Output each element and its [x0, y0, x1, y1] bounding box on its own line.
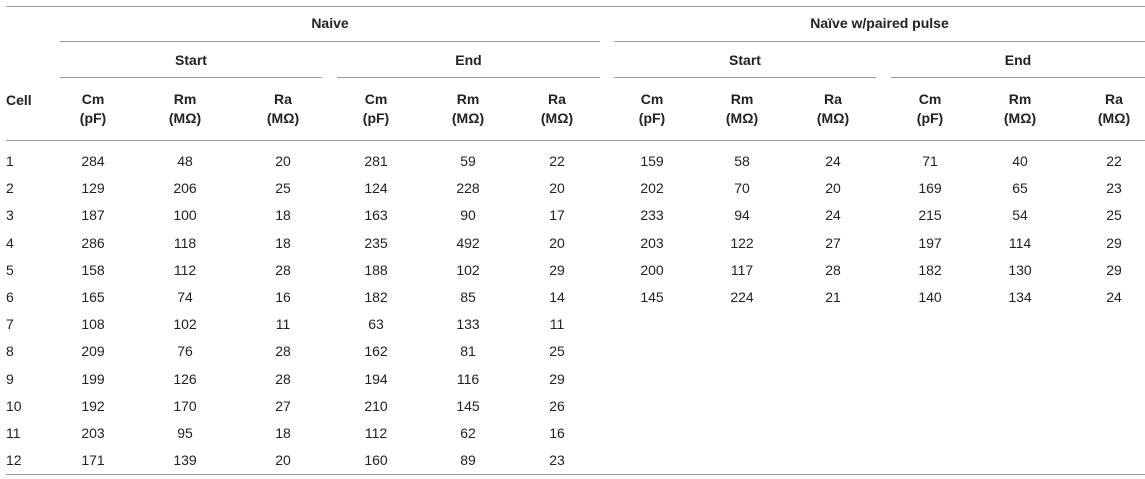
table-cell: 18: [275, 235, 291, 251]
cell-id: 4: [6, 235, 14, 251]
table-cell: 29: [1106, 262, 1122, 278]
phase-header-start: Start: [175, 52, 207, 68]
table-cell: 160: [364, 452, 388, 468]
table-cell: 200: [640, 262, 664, 278]
table-cell: 118: [173, 235, 197, 251]
table-cell: 16: [275, 289, 291, 305]
table-cell: 206: [173, 180, 197, 196]
table-cell: 159: [640, 153, 664, 169]
measure-unit: (MΩ): [540, 110, 574, 126]
table-cell: 26: [549, 398, 565, 414]
phase-rule-naive-end: [337, 77, 600, 78]
table-cell: 48: [177, 153, 193, 169]
table-cell: 102: [173, 316, 197, 332]
table-cell: 28: [825, 262, 841, 278]
table-cell: 58: [734, 153, 750, 169]
table-cell: 126: [173, 371, 197, 387]
table-cell: 130: [1008, 262, 1032, 278]
table-cell: 117: [730, 262, 754, 278]
table-cell: 114: [1008, 235, 1032, 251]
cell-id: 3: [6, 207, 14, 223]
cell-id: 11: [6, 425, 21, 441]
table-cell: 20: [275, 452, 291, 468]
table-cell: 65: [1012, 180, 1028, 196]
header-bottom-rule: [6, 140, 1145, 141]
table-cell: 182: [918, 262, 942, 278]
table-cell: 139: [173, 452, 197, 468]
table-cell: 102: [456, 262, 480, 278]
table-cell: 158: [81, 262, 105, 278]
table-cell: 29: [549, 262, 565, 278]
cell-id: 8: [6, 343, 14, 359]
table-cell: 163: [364, 207, 388, 223]
table-cell: 81: [460, 343, 476, 359]
measure-header-cm: Cm: [364, 91, 388, 107]
table-cell: 71: [922, 153, 938, 169]
table-cell: 145: [456, 398, 480, 414]
measure-header-ra: Ra: [274, 91, 292, 107]
cell-id: 9: [6, 371, 14, 387]
table-cell: 25: [549, 343, 565, 359]
table-cell: 27: [275, 398, 291, 414]
measure-header-rm: Rm: [730, 91, 754, 107]
table-cell: 169: [918, 180, 942, 196]
table-cell: 224: [730, 289, 754, 305]
table-cell: 27: [825, 235, 841, 251]
table-cell: 235: [364, 235, 388, 251]
measure-unit: (pF): [638, 110, 666, 126]
table-cell: 122: [730, 235, 754, 251]
table-cell: 124: [364, 180, 388, 196]
table-cell: 134: [1008, 289, 1032, 305]
table-cell: 85: [460, 289, 476, 305]
table-cell: 192: [81, 398, 105, 414]
measure-unit: (MΩ): [816, 110, 850, 126]
measure-header-ra: Ra: [548, 91, 566, 107]
cell-id: 7: [6, 316, 14, 332]
table-cell: 187: [81, 207, 105, 223]
measure-unit: (MΩ): [1003, 110, 1037, 126]
table-cell: 16: [549, 425, 565, 441]
measure-unit: (pF): [79, 110, 107, 126]
cell-id: 1: [6, 153, 14, 169]
measure-header-cm: Cm: [640, 91, 664, 107]
cell-id: 12: [6, 452, 22, 468]
cell-id: 6: [6, 289, 14, 305]
table-cell: 203: [81, 425, 105, 441]
table-cell: 197: [918, 235, 942, 251]
measure-unit: (MΩ): [451, 110, 485, 126]
phase-rule-paired-end: [891, 77, 1145, 78]
phase-rule-paired-start: [614, 77, 876, 78]
table-cell: 24: [825, 153, 841, 169]
table-cell: 74: [177, 289, 193, 305]
measure-header-rm: Rm: [173, 91, 197, 107]
table-cell: 281: [364, 153, 388, 169]
table-cell: 29: [1106, 235, 1122, 251]
table-cell: 209: [81, 343, 105, 359]
table-cell: 18: [275, 425, 291, 441]
table-cell: 11: [549, 316, 565, 332]
table-cell: 62: [460, 425, 476, 441]
table-cell: 100: [173, 207, 197, 223]
measure-header-rm: Rm: [456, 91, 480, 107]
table-cell: 40: [1012, 153, 1028, 169]
measure-unit: (pF): [362, 110, 390, 126]
table-cell: 25: [1106, 207, 1122, 223]
measure-unit: (MΩ): [168, 110, 202, 126]
table-cell: 199: [81, 371, 105, 387]
measure-unit: (MΩ): [1097, 110, 1131, 126]
table-cell: 202: [640, 180, 664, 196]
cell-id: 10: [6, 398, 22, 414]
table-cell: 492: [456, 235, 480, 251]
table-cell: 182: [364, 289, 388, 305]
phase-header-end: End: [455, 52, 482, 68]
table-cell: 94: [734, 207, 750, 223]
group-header-paired-pulse: Naïve w/paired pulse: [810, 15, 949, 31]
table-cell: 23: [1106, 180, 1122, 196]
table-cell: 63: [368, 316, 384, 332]
table-cell: 215: [918, 207, 942, 223]
table-cell: 24: [1106, 289, 1122, 305]
table-cell: 54: [1012, 207, 1028, 223]
table-cell: 140: [918, 289, 942, 305]
measure-header-ra: Ra: [1105, 91, 1123, 107]
table-cell: 28: [275, 371, 291, 387]
table-cell: 28: [275, 343, 291, 359]
table-cell: 129: [81, 180, 105, 196]
table-cell: 25: [275, 180, 291, 196]
phase-rule-naive-start: [60, 77, 322, 78]
table-cell: 210: [364, 398, 388, 414]
group-header-naive: Naive: [311, 15, 349, 31]
measure-header-ra: Ra: [824, 91, 842, 107]
table-cell: 18: [275, 207, 291, 223]
table-cell: 28: [275, 262, 291, 278]
table-cell: 194: [364, 371, 388, 387]
table-cell: 116: [456, 371, 480, 387]
table-cell: 286: [81, 235, 105, 251]
table-cell: 188: [364, 262, 388, 278]
table-cell: 112: [364, 425, 388, 441]
table-cell: 76: [177, 343, 193, 359]
phase-header-start: Start: [729, 52, 761, 68]
table-cell: 203: [640, 235, 664, 251]
table-cell: 170: [173, 398, 197, 414]
measure-unit: (MΩ): [725, 110, 759, 126]
table-cell: 165: [81, 289, 105, 305]
table-cell: 14: [549, 289, 565, 305]
table-cell: 17: [549, 207, 565, 223]
table-cell: 145: [640, 289, 664, 305]
bottom-rule: [6, 474, 1145, 475]
table-cell: 20: [549, 235, 565, 251]
top-rule: [6, 6, 1145, 7]
measure-header-rm: Rm: [1008, 91, 1032, 107]
cell-id: 2: [6, 180, 14, 196]
table-cell: 23: [549, 452, 565, 468]
measure-header-cm: Cm: [918, 91, 942, 107]
table-cell: 95: [177, 425, 193, 441]
table-cell: 171: [81, 452, 105, 468]
measure-unit: (MΩ): [266, 110, 300, 126]
group-rule-paired: [614, 41, 1145, 42]
table-cell: 24: [825, 207, 841, 223]
table-cell: 284: [81, 153, 105, 169]
table-cell: 112: [173, 262, 197, 278]
table-cell: 59: [460, 153, 476, 169]
table-cell: 22: [1106, 153, 1122, 169]
table-cell: 22: [549, 153, 565, 169]
table-cell: 162: [364, 343, 388, 359]
measure-unit: (pF): [916, 110, 944, 126]
table-cell: 133: [456, 316, 480, 332]
table-cell: 20: [275, 153, 291, 169]
cell-column-header: Cell: [6, 92, 32, 108]
table-cell: 29: [549, 371, 565, 387]
phase-header-end: End: [1004, 52, 1032, 68]
group-rule-naive: [60, 41, 600, 42]
table-cell: 70: [734, 180, 750, 196]
table-cell: 11: [275, 316, 291, 332]
table-cell: 20: [549, 180, 565, 196]
table-cell: 233: [640, 207, 664, 223]
measure-header-cm: Cm: [81, 91, 105, 107]
cell-id: 5: [6, 262, 14, 278]
table-cell: 108: [81, 316, 105, 332]
table-cell: 21: [825, 289, 841, 305]
table-cell: 228: [456, 180, 480, 196]
table-cell: 89: [460, 452, 476, 468]
table-cell: 90: [460, 207, 476, 223]
table-cell: 20: [825, 180, 841, 196]
